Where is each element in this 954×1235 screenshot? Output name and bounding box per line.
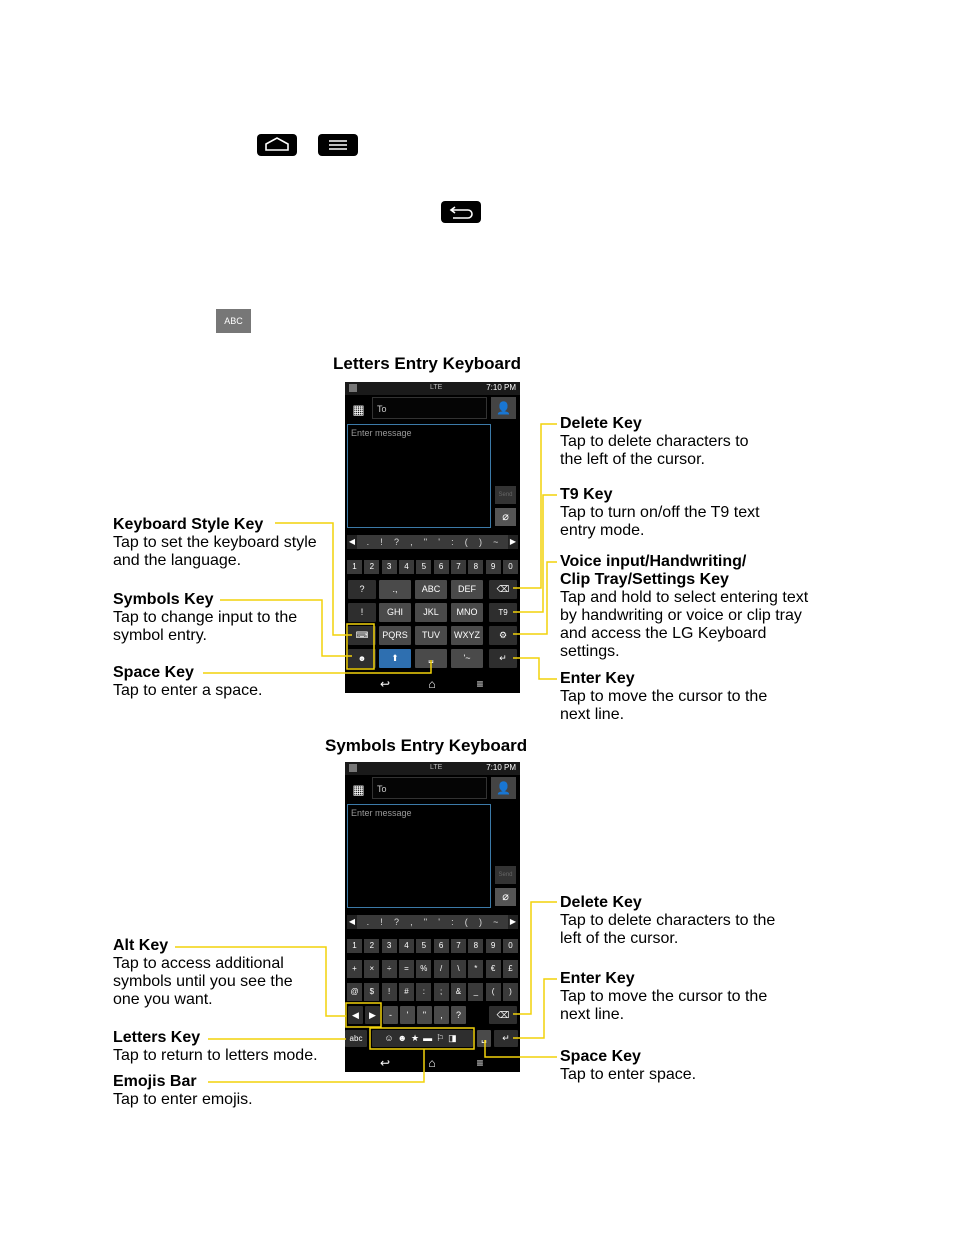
home-icon[interactable]: ⌂ <box>428 1056 436 1070</box>
symbol-key[interactable]: " <box>417 1006 432 1024</box>
voice-settings-key-callout <box>560 553 808 661</box>
callout-line: Tap to enter space. <box>560 1066 697 1083</box>
scroll-right-icon[interactable]: ▶ <box>508 535 518 549</box>
callout-line: one you want. <box>113 991 213 1008</box>
nav-bar <box>345 675 520 693</box>
number-row <box>347 560 518 574</box>
bar-char[interactable]: ! <box>380 917 383 927</box>
number-key[interactable]: 6 <box>434 560 449 574</box>
send-button[interactable]: Send <box>495 866 516 884</box>
scroll-left-icon[interactable]: ◀ <box>347 535 357 549</box>
number-key[interactable]: 6 <box>434 939 449 953</box>
number-key[interactable]: 7 <box>451 939 466 953</box>
callout-title: Symbols Key <box>113 591 214 608</box>
bar-char[interactable]: ) <box>478 917 482 927</box>
exclaim-key[interactable]: ! <box>348 603 376 622</box>
callout-line: Tap to enter emojis. <box>113 1091 253 1108</box>
number-key[interactable]: 8 <box>468 939 483 953</box>
bar-char[interactable]: ! <box>380 537 383 547</box>
bar-char[interactable]: ~ <box>493 537 499 547</box>
number-key[interactable]: 0 <box>503 939 518 953</box>
back-icon[interactable]: ↩ <box>379 677 391 691</box>
symbol-key[interactable]: $ <box>364 983 379 1001</box>
callout-line: next line. <box>560 706 625 723</box>
symbol-key[interactable]: ( <box>486 983 501 1001</box>
callout-line: and access the LG Keyboard <box>560 625 767 642</box>
callout-title: Keyboard Style Key <box>113 516 264 533</box>
emojis-bar[interactable]: ☺☻★▬⚐◨ <box>372 1030 473 1047</box>
delete-key-callout <box>560 415 749 469</box>
callout-line: the left of the cursor. <box>560 451 705 468</box>
bar-char[interactable]: , <box>410 917 413 927</box>
pqrs-key[interactable]: PQRS <box>379 626 411 645</box>
number-key[interactable]: 8 <box>468 560 483 574</box>
message-input[interactable]: Enter message <box>347 804 491 908</box>
bar-char[interactable]: " <box>423 917 428 927</box>
status-bar <box>345 382 520 395</box>
callout-line: left of the cursor. <box>560 930 679 947</box>
space-key[interactable]: ␣ <box>477 1030 491 1047</box>
send-button[interactable]: Send <box>495 486 516 504</box>
enter-key-callout-2 <box>560 970 767 1024</box>
number-key[interactable]: 3 <box>382 939 397 953</box>
callout-line: Tap and hold to select entering text <box>560 589 809 606</box>
number-key[interactable]: 1 <box>347 560 362 574</box>
symbol-key[interactable]: € <box>486 960 501 978</box>
callout-line: symbol entry. <box>113 627 207 644</box>
network-label: LTE <box>430 384 443 391</box>
number-key[interactable]: 5 <box>416 939 431 953</box>
keyboard-style-key-callout <box>113 516 317 570</box>
symbol-key[interactable]: - <box>383 1006 398 1024</box>
symbol-key[interactable]: £ <box>503 960 518 978</box>
callout-line: and the language. <box>113 552 242 569</box>
symbols-key-callout <box>113 591 297 645</box>
callout-line: Tap to delete characters to the <box>560 912 776 929</box>
callout-line: entry mode. <box>560 522 645 539</box>
contact-icon[interactable]: 👤 <box>491 777 516 799</box>
symbol-suggestion-bar <box>347 915 518 929</box>
number-key[interactable]: 1 <box>347 939 362 953</box>
symbol-key[interactable]: : <box>416 983 431 1001</box>
symbol-key[interactable]: / <box>434 960 449 978</box>
callout-line: by handwriting or voice or clip tray <box>560 607 802 624</box>
symbol-row-2 <box>347 983 518 1001</box>
def-key[interactable]: DEF <box>451 580 483 599</box>
number-key[interactable]: 5 <box>416 560 431 574</box>
callout-title: Delete Key <box>560 415 642 432</box>
callout-title: Enter Key <box>560 970 635 987</box>
enter-key-callout <box>560 670 767 724</box>
symbols-keyboard-heading: Symbols Entry Keyboard <box>325 736 528 755</box>
callout-line: Tap to move the cursor to the <box>560 988 768 1005</box>
to-field[interactable]: To <box>372 777 487 799</box>
symbols-keyboard-phone <box>345 762 520 1072</box>
bar-char[interactable]: ) <box>478 537 482 547</box>
tuv-key[interactable]: TUV <box>415 626 447 645</box>
space-key[interactable]: ␣ <box>415 649 447 668</box>
space-key-callout-2 <box>560 1048 696 1084</box>
symbol-key[interactable]: = <box>399 960 414 978</box>
number-key[interactable]: 2 <box>364 939 379 953</box>
callout-line: Tap to enter a space. <box>113 682 263 699</box>
symbol-key[interactable]: ! <box>382 983 397 1001</box>
letters-keyboard-heading: Letters Entry Keyboard <box>333 354 521 373</box>
delete-key[interactable]: ⌫ <box>489 1006 517 1024</box>
callout-title: Letters Key <box>113 1029 201 1046</box>
network-label: LTE <box>430 764 443 771</box>
number-key[interactable]: 7 <box>451 560 466 574</box>
attach-icon[interactable]: ⌀ <box>495 888 516 906</box>
symbol-key[interactable]: @ <box>347 983 362 1001</box>
t9-key[interactable]: T9 <box>489 603 517 622</box>
letters-keyboard-phone <box>345 382 520 693</box>
bar-char[interactable]: , <box>410 537 413 547</box>
misc-key[interactable]: '~ <box>451 649 483 668</box>
notification-icon <box>349 384 357 392</box>
status-time: 7:10 PM <box>486 383 516 392</box>
home-icon[interactable]: ⌂ <box>428 677 436 691</box>
number-key[interactable]: 2 <box>364 560 379 574</box>
space-key-callout <box>113 664 262 700</box>
jkl-key[interactable]: JKL <box>415 603 447 622</box>
callout-line: Tap to change input to the <box>113 609 298 626</box>
symbols-key[interactable]: ☻ <box>348 649 376 668</box>
number-key[interactable]: 9 <box>486 560 501 574</box>
callout-line: Tap to delete characters to <box>560 433 749 450</box>
delete-key-callout-2 <box>560 894 775 948</box>
symbol-key[interactable]: ÷ <box>382 960 397 978</box>
callout-line: Tap to access additional <box>113 955 284 972</box>
callout-title: Delete Key <box>560 894 642 911</box>
symbol-key[interactable]: * <box>468 960 483 978</box>
symbol-key[interactable]: # <box>399 983 414 1001</box>
symbol-key[interactable]: ? <box>451 1006 466 1024</box>
shift-key[interactable]: ⬆ <box>379 649 411 668</box>
callout-line: Tap to turn on/off the T9 text <box>560 504 760 521</box>
nav-bar <box>345 1054 520 1072</box>
bar-char[interactable]: ' <box>438 537 440 547</box>
symbol-key[interactable]: \ <box>451 960 466 978</box>
mno-key[interactable]: MNO <box>451 603 483 622</box>
attach-icon[interactable]: ⌀ <box>495 508 516 526</box>
symbol-key[interactable]: + <box>347 960 362 978</box>
enter-key[interactable]: ↵ <box>494 1030 518 1047</box>
alt-next-key[interactable]: ▶ <box>365 1006 380 1024</box>
punctuation-key[interactable]: ., <box>379 580 411 599</box>
status-time: 7:10 PM <box>486 763 516 772</box>
number-key[interactable]: 9 <box>486 939 501 953</box>
callout-line: symbols until you see the <box>113 973 293 990</box>
scroll-left-icon[interactable]: ◀ <box>347 915 357 929</box>
symbol-key[interactable]: ; <box>434 983 449 1001</box>
alt-prev-key[interactable]: ◀ <box>348 1006 363 1024</box>
message-input[interactable]: Enter message <box>347 424 491 528</box>
bar-char[interactable]: ? <box>393 917 399 927</box>
scroll-right-icon[interactable]: ▶ <box>508 915 518 929</box>
bar-char[interactable]: ( <box>464 537 468 547</box>
symbol-row-1 <box>347 960 518 978</box>
settings-key[interactable]: ⚙ <box>489 626 517 645</box>
symbol-key[interactable]: × <box>364 960 379 978</box>
callout-line: Tap to return to letters mode. <box>113 1047 318 1064</box>
recipient-list-icon[interactable]: ▦ <box>352 782 365 797</box>
menu-icon[interactable]: ≡ <box>476 1056 484 1070</box>
letters-key-callout <box>113 1029 318 1065</box>
ghi-key[interactable]: GHI <box>379 603 411 622</box>
bar-char[interactable]: ~ <box>493 917 499 927</box>
callout-title: T9 Key <box>560 486 613 503</box>
symbol-key[interactable]: % <box>416 960 431 978</box>
callout-title: Emojis Bar <box>113 1073 197 1090</box>
symbol-key[interactable]: ) <box>503 983 518 1001</box>
bar-char[interactable]: : <box>451 537 454 547</box>
status-bar <box>345 762 520 775</box>
callout-title: Voice input/Handwriting/ <box>560 553 747 570</box>
callout-title: Space Key <box>560 1048 641 1065</box>
number-key[interactable]: 4 <box>399 560 414 574</box>
bar-char[interactable]: . <box>366 537 370 547</box>
abc-key[interactable]: ABC <box>415 580 447 599</box>
recipient-list-icon[interactable]: ▦ <box>352 402 365 417</box>
callout-line: Tap to move the cursor to the <box>560 688 768 705</box>
back-key-icon <box>441 201 481 223</box>
callout-line: Tap to set the keyboard style <box>113 534 317 551</box>
number-row <box>347 939 518 953</box>
contact-icon[interactable]: 👤 <box>491 397 516 419</box>
back-icon[interactable]: ↩ <box>379 1056 391 1070</box>
callout-title: Clip Tray/Settings Key <box>560 571 729 588</box>
callout-title: Space Key <box>113 664 194 681</box>
bar-char[interactable]: : <box>451 917 454 927</box>
symbol-key[interactable]: & <box>451 983 466 1001</box>
enter-key[interactable]: ↵ <box>489 649 517 668</box>
notification-icon <box>349 764 357 772</box>
keyboard-style-key[interactable]: ⌨ <box>348 626 376 645</box>
menu-key-icon <box>318 134 358 156</box>
number-key[interactable]: 3 <box>382 560 397 574</box>
home-key-icon <box>257 134 297 156</box>
symbol-key[interactable]: ' <box>400 1006 415 1024</box>
symbol-key[interactable]: _ <box>468 983 483 1001</box>
delete-key[interactable]: ⌫ <box>489 580 517 599</box>
number-key[interactable]: 0 <box>503 560 518 574</box>
callout-line: next line. <box>560 1006 625 1023</box>
wxyz-key[interactable]: WXYZ <box>451 626 483 645</box>
bar-char[interactable]: . <box>366 917 370 927</box>
number-key[interactable]: 4 <box>399 939 414 953</box>
bar-char[interactable]: ? <box>393 537 399 547</box>
menu-icon[interactable]: ≡ <box>476 677 484 691</box>
t9-key-callout <box>560 486 760 540</box>
emojis-bar-callout <box>113 1073 253 1109</box>
question-key[interactable]: ? <box>348 580 376 599</box>
callout-title: Enter Key <box>560 670 635 687</box>
to-field[interactable]: To <box>372 397 487 419</box>
letters-key[interactable]: abc <box>345 1030 367 1047</box>
symbol-key[interactable]: , <box>434 1006 449 1024</box>
bar-char[interactable]: ' <box>438 917 440 927</box>
callout-line: settings. <box>560 643 620 660</box>
symbol-suggestion-bar <box>347 535 518 549</box>
abc-key-icon: ABC <box>216 309 251 333</box>
bar-char[interactable]: ( <box>464 917 468 927</box>
bar-char[interactable]: " <box>423 537 428 547</box>
alt-key-callout <box>113 937 293 1009</box>
callout-title: Alt Key <box>113 937 169 954</box>
